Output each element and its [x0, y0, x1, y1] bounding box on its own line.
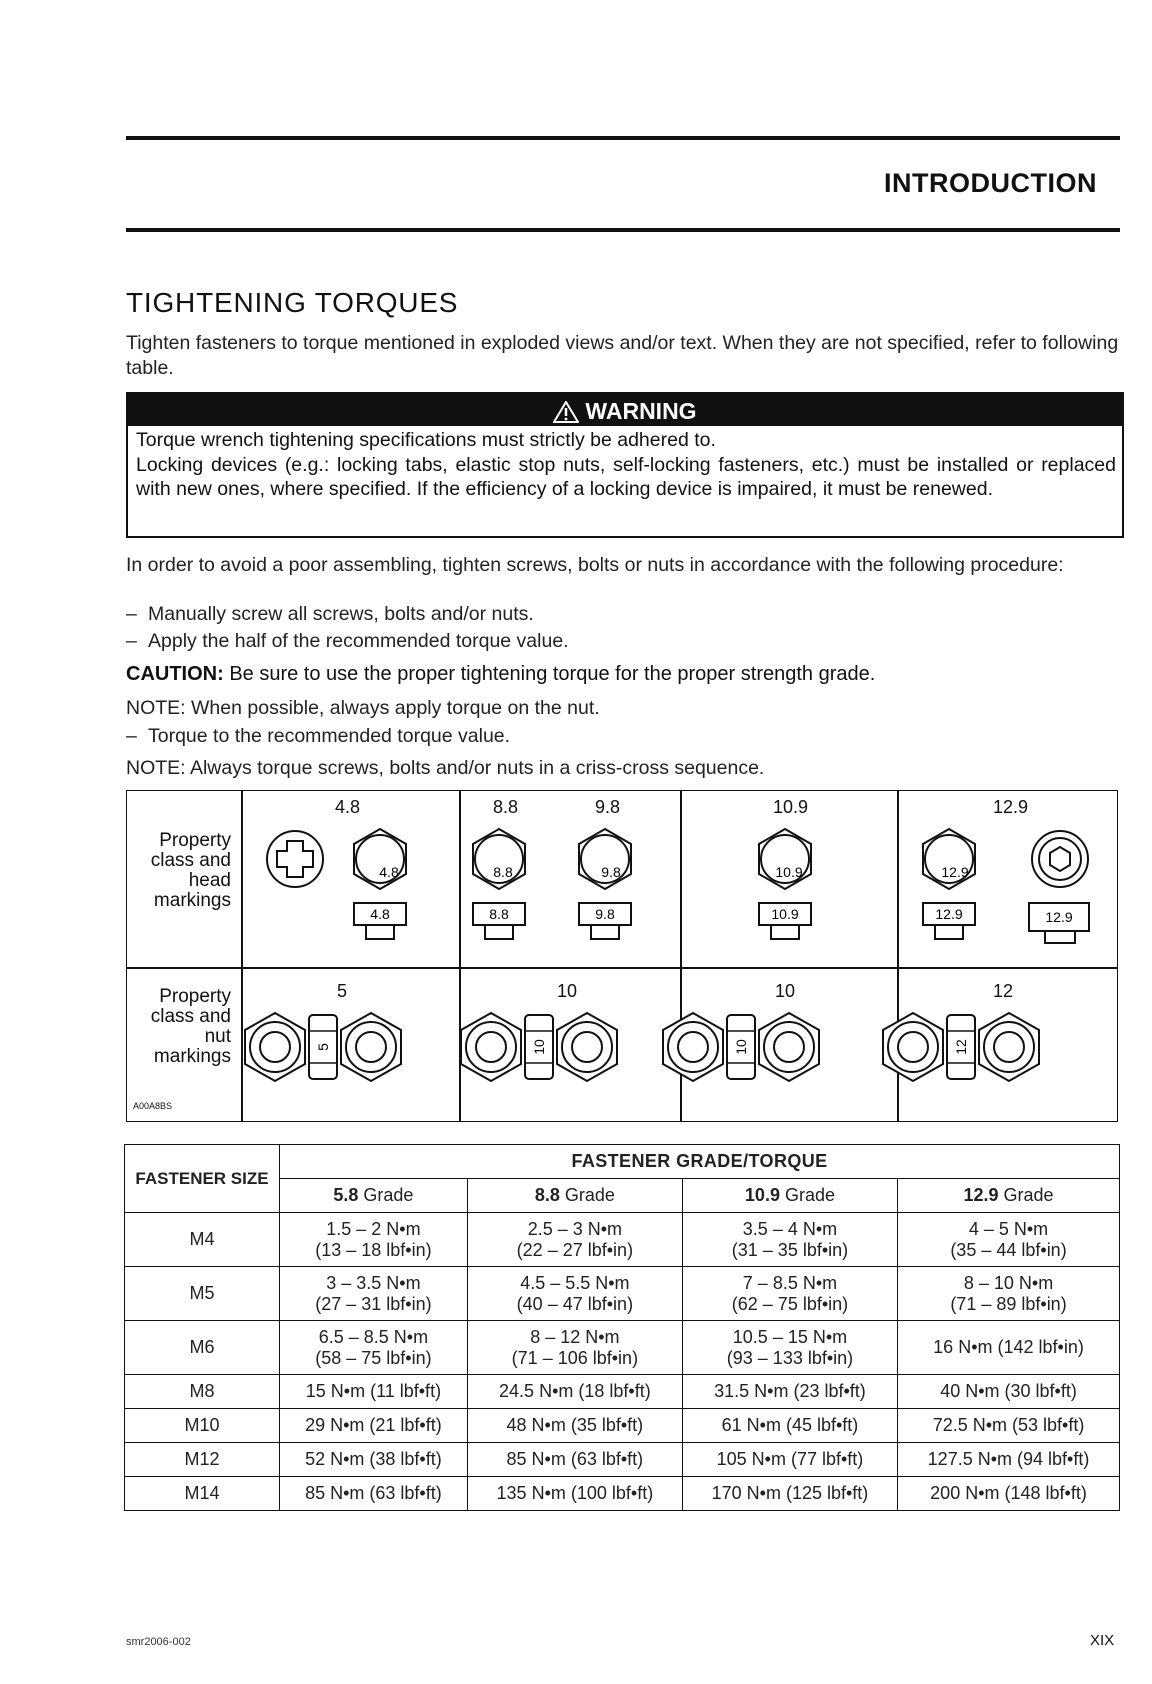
torque-metric: 4.5 – 5.5 N•m — [520, 1272, 630, 1293]
table-row — [125, 1375, 1120, 1409]
procedure-step-text: Torque to the recommended torque value. — [148, 725, 511, 747]
torque-cell — [682, 1409, 897, 1443]
nut-face-icon — [461, 1013, 521, 1081]
class-label: 9.8 — [595, 797, 621, 817]
grade-group-header: FASTENER GRADE/TORQUE — [280, 1145, 1120, 1179]
torque-cell — [467, 1477, 682, 1511]
torque-cell — [280, 1409, 468, 1443]
head-marking: 10.9 — [775, 864, 803, 880]
torque-cell — [280, 1321, 468, 1375]
head-marking: 9.8 — [601, 864, 621, 880]
fastener-size-cell: M8 — [125, 1375, 280, 1409]
torque-metric: 24.5 N•m (18 lbf•ft) — [499, 1381, 651, 1401]
torque-cell — [682, 1375, 897, 1409]
markings-figure — [126, 790, 1118, 1122]
nut-face-icon — [759, 1013, 819, 1081]
torque-metric: 135 N•m (100 lbf•ft) — [496, 1483, 654, 1503]
table-row — [125, 1213, 1120, 1267]
torque-metric: 72.5 N•m (53 lbf•ft) — [932, 1415, 1085, 1435]
table-row — [125, 1321, 1120, 1375]
torque-cell — [467, 1409, 682, 1443]
torque-cell — [898, 1443, 1120, 1477]
cross-recess-screw-icon — [267, 831, 323, 887]
note-1-text: When possible, always apply torque on the nut. — [191, 697, 600, 719]
torque-metric: 127.5 N•m (94 lbf•ft) — [927, 1449, 1090, 1469]
nut-face-icon — [663, 1013, 723, 1081]
fastener-size-cell: M14 — [125, 1477, 280, 1511]
torque-cell — [898, 1213, 1120, 1267]
class-label: 8.8 — [493, 797, 519, 817]
bolt-head-icon — [923, 829, 975, 889]
procedure-step-text: Apply the half of the recommended torque value. — [148, 630, 569, 652]
torque-cell — [467, 1443, 682, 1477]
torque-table — [124, 1144, 1120, 1511]
note-1 — [126, 697, 600, 720]
grade-header: 8.8 Grade — [467, 1179, 682, 1213]
grade-header: 5.8 Grade — [280, 1179, 468, 1213]
torque-imperial: (31 – 35 lbf•in) — [731, 1239, 849, 1260]
torque-metric: 3.5 – 4 N•m — [742, 1218, 838, 1239]
torque-metric: 10.5 – 15 N•m — [732, 1326, 848, 1347]
torque-cell — [467, 1375, 682, 1409]
flange-marking: 8.8 — [489, 906, 509, 922]
torque-metric: 48 N•m (35 lbf•ft) — [506, 1415, 644, 1435]
class-label: 10.9 — [773, 797, 809, 817]
section-title: INTRODUCTION — [884, 168, 1097, 198]
torque-cell — [280, 1267, 468, 1321]
flange-marking: 4.8 — [370, 906, 390, 922]
torque-metric: 200 N•m (148 lbf•ft) — [930, 1483, 1087, 1503]
flange-marking: 12.9 — [935, 906, 963, 922]
torque-cell — [280, 1375, 468, 1409]
nut-face-icon — [979, 1013, 1039, 1081]
table-row — [125, 1443, 1120, 1477]
torque-metric: 52 N•m (38 lbf•ft) — [305, 1449, 442, 1469]
class-label: 4.8 — [335, 797, 361, 817]
caution-note — [126, 663, 875, 686]
page-heading: TIGHTENING TORQUES — [126, 287, 459, 318]
flange-marking: 10.9 — [771, 906, 799, 922]
nut-marking: 12 — [953, 1039, 969, 1055]
torque-imperial: 16 N•m (142 lbf•in) — [933, 1337, 1084, 1357]
grade-header: 12.9 Grade — [898, 1179, 1120, 1213]
nut-row-label: Property class and nut markings — [150, 986, 231, 1067]
nut-face-icon — [557, 1013, 617, 1081]
torque-cell — [682, 1477, 897, 1511]
warning-text — [128, 426, 1122, 502]
page-number: XIX — [1090, 1632, 1115, 1649]
torque-cell — [467, 1267, 682, 1321]
note-2-text: Always torque screws, bolts and/or nuts in a criss-cross sequence. — [189, 757, 765, 779]
torque-metric: 3 – 3.5 N•m — [326, 1272, 421, 1293]
bolt-head-icon — [579, 829, 631, 889]
flange-marking: 12.9 — [1045, 909, 1073, 925]
table-row — [125, 1477, 1120, 1511]
torque-cell — [898, 1477, 1120, 1511]
torque-metric: 8 – 10 N•m — [963, 1272, 1054, 1293]
header-bottom-rule — [126, 228, 1120, 232]
torque-cell — [682, 1267, 897, 1321]
torque-metric: 8 – 12 N•m — [530, 1326, 620, 1347]
torque-metric: 2.5 – 3 N•m — [527, 1218, 623, 1239]
torque-cell — [898, 1375, 1120, 1409]
caution-label: CAUTION: — [126, 663, 224, 685]
procedure-step-text: Manually screw all screws, bolts and/or nuts. — [148, 603, 534, 625]
torque-metric: 85 N•m (63 lbf•ft) — [506, 1449, 644, 1469]
torque-cell — [682, 1321, 897, 1375]
torque-metric: 7 – 8.5 N•m — [742, 1272, 838, 1293]
torque-cell — [898, 1267, 1120, 1321]
table-row — [125, 1409, 1120, 1443]
torque-cell — [682, 1213, 897, 1267]
flange-marking: 9.8 — [595, 906, 615, 922]
torque-metric: 61 N•m (45 lbf•ft) — [721, 1415, 859, 1435]
class-label: 12.9 — [993, 797, 1029, 817]
nut-marking: 5 — [315, 1043, 331, 1051]
torque-cell — [467, 1213, 682, 1267]
torque-metric: 170 N•m (125 lbf•ft) — [711, 1483, 869, 1503]
torque-metric: 4 – 5 N•m — [968, 1218, 1049, 1239]
nut-marking: 10 — [531, 1039, 547, 1055]
socket-head-screw-icon — [1032, 831, 1088, 887]
nut-face-icon — [883, 1013, 943, 1081]
intro-paragraph: Tighten fasteners to torque mentioned in exploded views and/or text. When they are not specified, refer to following table. — [126, 332, 1119, 379]
caution-text: Be sure to use the proper tightening torque for the proper strength grade. — [229, 663, 876, 685]
note-2 — [126, 757, 764, 780]
fastener-size-cell: M5 — [125, 1267, 280, 1321]
table-row — [125, 1267, 1120, 1321]
warning-triangle-icon — [553, 401, 579, 423]
nut-face-icon — [245, 1013, 305, 1081]
procedure-step: – Manually screw all screws, bolts and/or nuts. — [126, 603, 534, 625]
warning-line: Torque wrench tightening specifications must strictly be adhered to. — [136, 429, 716, 451]
torque-metric: 29 N•m (21 lbf•ft) — [305, 1415, 442, 1435]
torque-cell — [898, 1321, 1120, 1375]
torque-metric: 15 N•m (11 lbf•ft) — [305, 1381, 442, 1401]
procedure-step: – Torque to the recommended torque value. — [126, 725, 511, 747]
torque-imperial: (93 – 133 lbf•in) — [726, 1347, 854, 1368]
head-marking: 12.9 — [941, 864, 969, 880]
torque-cell — [467, 1321, 682, 1375]
torque-imperial: (58 – 75 lbf•in) — [315, 1347, 432, 1368]
nut-class-label: 12 — [993, 981, 1014, 1001]
note-1-label: NOTE: — [126, 697, 186, 719]
nut-class-label: 10 — [775, 981, 796, 1001]
warning-header — [128, 394, 1122, 426]
fastener-size-cell: M6 — [125, 1321, 280, 1375]
torque-cell — [280, 1477, 468, 1511]
note-2-label: NOTE: — [126, 757, 186, 779]
head-row-label: Property class and head markings — [150, 830, 231, 911]
torque-metric: 6.5 – 8.5 N•m — [318, 1326, 429, 1347]
head-marking: 8.8 — [493, 864, 513, 880]
header-top-rule — [126, 136, 1120, 140]
torque-imperial: (62 – 75 lbf•in) — [731, 1293, 849, 1314]
torque-cell — [280, 1443, 468, 1477]
procedure-step: – Apply the half of the recommended torque value. — [126, 630, 569, 652]
torque-imperial: (13 – 18 lbf•in) — [315, 1239, 432, 1260]
warning-title: WARNING — [585, 398, 697, 424]
bolt-head-icon — [354, 829, 406, 889]
torque-imperial: (27 – 31 lbf•in) — [315, 1293, 432, 1314]
torque-cell — [898, 1409, 1120, 1443]
torque-metric: 85 N•m (63 lbf•ft) — [305, 1483, 442, 1503]
torque-cell — [682, 1443, 897, 1477]
torque-imperial: (40 – 47 lbf•in) — [516, 1293, 634, 1314]
warning-box — [126, 392, 1124, 538]
grade-header: 10.9 Grade — [682, 1179, 897, 1213]
torque-imperial: (35 – 44 lbf•in) — [950, 1239, 1067, 1260]
figure-code: A00A8BS — [133, 1101, 173, 1111]
torque-imperial: (71 – 89 lbf•in) — [950, 1293, 1067, 1314]
torque-metric: 31.5 N•m (23 lbf•ft) — [714, 1381, 866, 1401]
torque-metric: 1.5 – 2 N•m — [326, 1218, 421, 1239]
bolt-head-icon — [759, 829, 811, 889]
nut-class-label: 10 — [557, 981, 578, 1001]
head-marking: 4.8 — [379, 864, 399, 880]
warning-line: Locking devices (e.g.: locking tabs, elastic stop nuts, self-locking fasteners, etc.) must be installed or replaced with new ones, where specified. If the efficiency of a locking device is impaired, it must be renewed. — [136, 453, 1116, 500]
fastener-size-cell: M12 — [125, 1443, 280, 1477]
torque-metric: 105 N•m (77 lbf•ft) — [716, 1449, 864, 1469]
torque-cell — [280, 1213, 468, 1267]
fastener-size-cell: M10 — [125, 1409, 280, 1443]
nut-marking: 10 — [733, 1039, 749, 1055]
fastener-size-cell: M4 — [125, 1213, 280, 1267]
size-header: FASTENER SIZE — [125, 1145, 280, 1213]
bolt-head-icon — [473, 829, 525, 889]
nut-class-label: 5 — [337, 981, 348, 1001]
torque-imperial: (71 – 106 lbf•in) — [511, 1347, 639, 1368]
procedure-intro: In order to avoid a poor assembling, tighten screws, bolts or nuts in accordance with the following procedure: — [126, 554, 1064, 576]
torque-imperial: (22 – 27 lbf•in) — [516, 1239, 634, 1260]
footer-code: smr2006-002 — [126, 1636, 191, 1648]
nut-face-icon — [341, 1013, 401, 1081]
torque-metric: 40 N•m (30 lbf•ft) — [940, 1381, 1077, 1401]
